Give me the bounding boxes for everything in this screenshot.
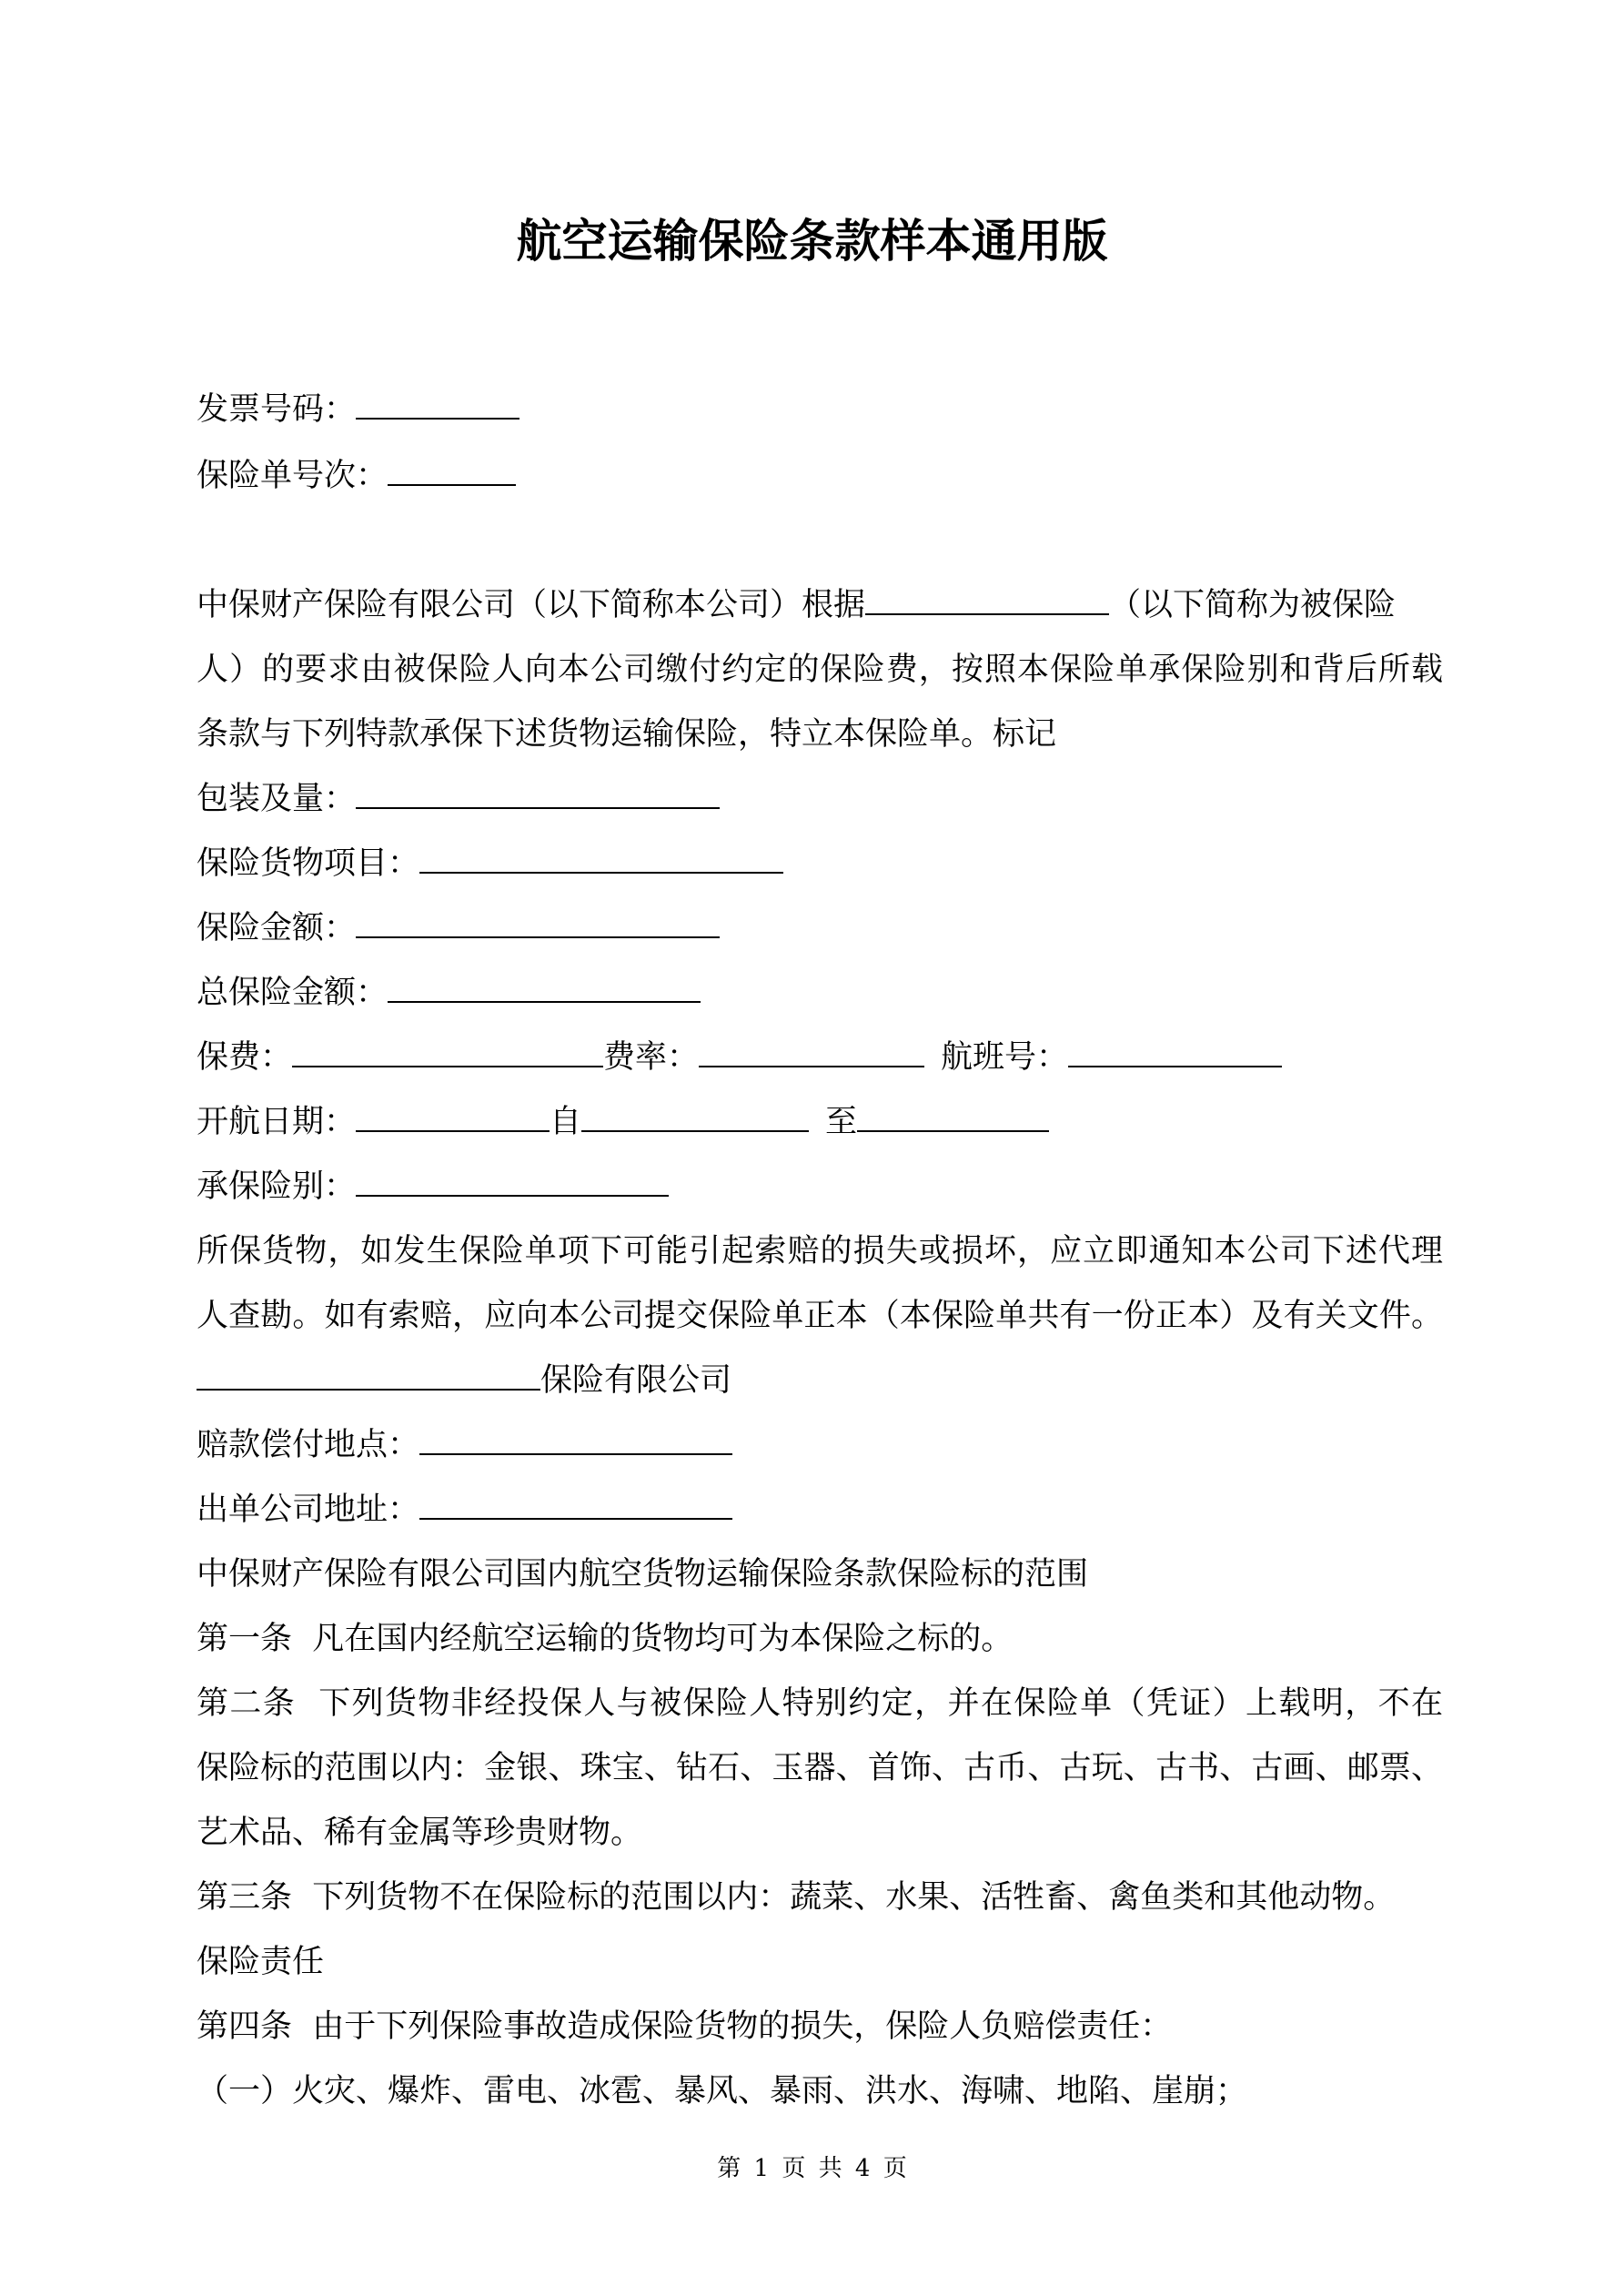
departure-line: [197, 1090, 1443, 1155]
document-title: 航空运输保险条款样本通用版: [516, 214, 1108, 268]
invoice-no-line: [197, 378, 1443, 442]
packing-label: 包装及量：: [197, 781, 357, 817]
to-label: 至: [825, 1104, 858, 1140]
intro-line-1: [197, 573, 1443, 638]
coverage-label: 承保险别：: [197, 1168, 357, 1205]
article-2-line-2: 保险标的范围以内：金银、珠宝、钻石、玉器、首饰、古币、古玩、古书、古画、邮票、: [197, 1750, 1443, 1786]
article-4: 第四条 由于下列保险事故造成保险货物的损失，保险人负赔偿责任：: [197, 2008, 1173, 2045]
from-blank: [581, 1103, 809, 1132]
page-footer: 第 1 页 共 4 页: [717, 2155, 907, 2182]
departure-date-label: 开航日期：: [197, 1104, 357, 1140]
packing-line: [197, 767, 1443, 832]
rate-blank: [699, 1038, 924, 1067]
rate-label: 费率：: [603, 1039, 700, 1076]
policy-no-label: 保险单号次：: [197, 458, 388, 494]
invoice-no-blank: [356, 390, 519, 420]
total-amount-line: [197, 961, 1443, 1026]
to-blank: [857, 1103, 1049, 1132]
goods-item-label: 保险货物项目：: [197, 845, 420, 882]
article-4-item-1: （一）火灾、爆炸、雷电、冰雹、暴风、暴雨、洪水、海啸、地陷、崖崩；: [197, 2073, 1248, 2109]
liability-heading: 保险责任: [197, 1944, 325, 1980]
article-2-line-3: 艺术品、稀有金属等珍贵财物。: [197, 1815, 643, 1851]
article-3: 第三条 下列货物不在保险标的范围以内：蔬菜、水果、活牲畜、禽鱼类和其他动物。: [197, 1879, 1396, 1916]
amount-blank: [356, 909, 720, 938]
issuer-address-blank: [419, 1491, 732, 1520]
amount-label: 保险金额：: [197, 910, 357, 946]
intro-text: （以下简称为被保险: [1109, 587, 1397, 623]
insured-blank: [865, 586, 1109, 615]
coverage-line: [197, 1155, 1443, 1219]
company-blank: [197, 1361, 540, 1391]
notice-line-2: 人查勘。如有索赔，应向本公司提交保险单正本（本保险单共有一份正本）及有关文件。: [197, 1298, 1443, 1334]
total-amount-blank: [388, 974, 701, 1003]
claim-place-line: [197, 1413, 1443, 1478]
flight-no-label: 航班号：: [941, 1039, 1069, 1076]
intro-line-3: 条款与下列特款承保下述货物运输保险，特立本保险单。标记: [197, 716, 1057, 753]
issuer-address-label: 出单公司地址：: [197, 1492, 420, 1528]
goods-item-blank: [419, 845, 783, 874]
flight-no-blank: [1068, 1038, 1282, 1067]
article-1: 第一条 凡在国内经航空运输的货物均可为本保险之标的。: [197, 1621, 1014, 1657]
departure-date-blank: [356, 1103, 550, 1132]
coverage-blank: [356, 1168, 669, 1197]
policy-no-blank: [388, 457, 516, 486]
intro-line-2: 人）的要求由被保险人向本公司缴付约定的保险费，按照本保险单承保险别和背后所载: [197, 652, 1443, 688]
premium-line: [197, 1026, 1443, 1090]
total-amount-label: 总保险金额：: [197, 975, 388, 1011]
amount-line: [197, 896, 1443, 961]
claim-place-blank: [419, 1426, 732, 1455]
scope-heading: 中保财产保险有限公司国内航空货物运输保险条款保险标的范围: [197, 1556, 1089, 1593]
issuer-address-line: [197, 1478, 1443, 1542]
article-2-line-1: 第二条 下列货物非经投保人与被保险人特别约定，并在保险单（凭证）上载明，不在: [197, 1685, 1443, 1722]
company-line: [197, 1349, 1443, 1413]
company-suffix: 保险有限公司: [540, 1362, 732, 1399]
notice-line-1: 所保货物，如发生保险单项下可能引起索赔的损失或损坏，应立即通知本公司下述代理: [197, 1233, 1443, 1269]
document-body: [197, 378, 1443, 2124]
premium-blank: [292, 1038, 603, 1067]
packing-blank: [356, 780, 720, 809]
spacer: [197, 509, 1443, 573]
claim-place-label: 赔款偿付地点：: [197, 1427, 420, 1463]
invoice-no-label: 发票号码：: [197, 391, 357, 428]
intro-text: 中保财产保险有限公司（以下简称本公司）根据: [197, 587, 866, 623]
goods-item-line: [197, 832, 1443, 896]
from-label: 自: [550, 1104, 582, 1140]
premium-label: 保费：: [197, 1039, 293, 1076]
policy-no-line: [197, 444, 1443, 509]
